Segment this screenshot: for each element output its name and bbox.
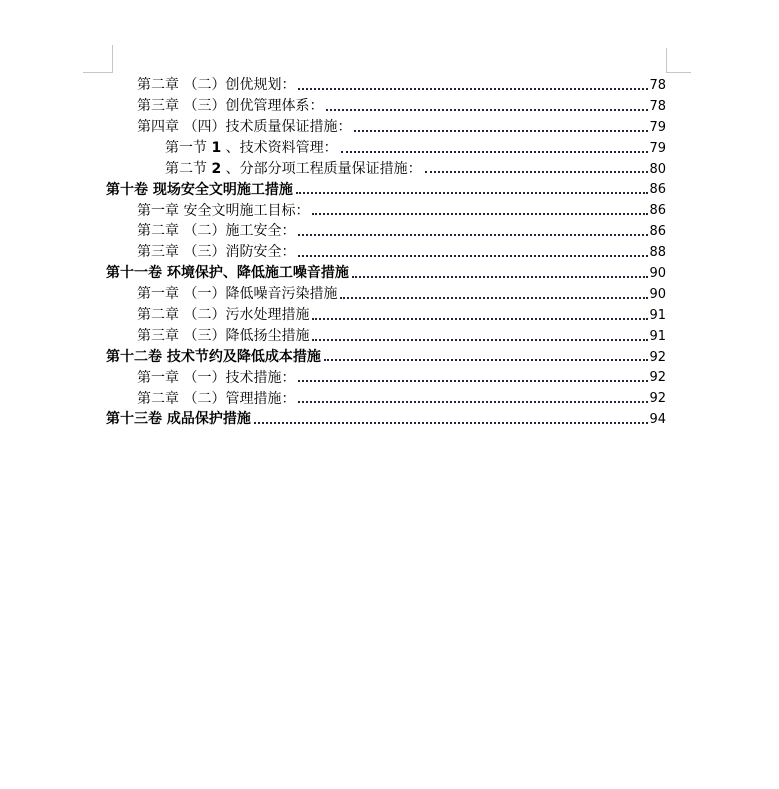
table-of-contents [106,73,666,428]
toc-entry-text [165,162,422,178]
toc-entry[interactable] [106,219,666,240]
toc-entry-page: 92 [649,370,666,386]
toc-entry[interactable] [106,282,666,303]
toc-entry-text [165,141,338,157]
crop-mark-top-right [666,48,691,73]
toc-entry-page: 79 [649,119,666,135]
toc-entry-page: 94 [649,412,666,428]
toc-entry-text: 第二章 （二）管理措施： [137,390,296,407]
toc-entry-text: 第一章 安全文明施工目标： [137,202,310,219]
dot-leader [354,130,648,132]
toc-entry-page: 88 [649,245,666,261]
toc-entry-page: 80 [649,161,666,177]
dot-leader [312,318,648,320]
toc-entry[interactable] [106,73,666,94]
toc-entry-page: 92 [649,391,666,407]
toc-entry-number: 1 [211,139,222,156]
toc-entry-text: 第二章 （二）污水处理措施 [137,307,310,324]
toc-entry[interactable] [106,115,666,136]
dot-leader [312,339,648,341]
dot-leader [341,151,649,153]
toc-entry-text: 第一章 （一）技术措施： [137,369,296,386]
toc-entry-page: 92 [649,349,666,365]
toc-entry[interactable] [106,324,666,345]
toc-entry-text: 第二章 （二）施工安全： [137,223,296,240]
toc-entry-text: 第十一卷 环境保护、降低施工噪音措施 [106,265,349,282]
toc-entry[interactable] [106,365,666,386]
toc-entry-page: 78 [649,77,666,93]
toc-entry[interactable] [106,94,666,115]
toc-entry-page: 90 [649,286,666,302]
dot-leader [296,192,649,194]
toc-entry-label: 第二节 [165,160,212,177]
toc-entry[interactable] [106,386,666,407]
toc-entry[interactable] [106,345,666,366]
toc-entry-page: 86 [649,182,666,198]
dot-leader [298,234,648,236]
toc-entry-title: 、技术资料管理： [221,139,338,156]
dot-leader [324,359,649,361]
toc-entry-page: 86 [649,224,666,240]
toc-entry-text: 第三章 （三）降低扬尘措施 [137,327,310,344]
toc-entry[interactable] [106,198,666,219]
dot-leader [352,276,649,278]
toc-entry[interactable] [106,407,666,428]
toc-entry[interactable] [106,261,666,282]
dot-leader [254,422,649,424]
toc-entry-text: 第三章 （三）消防安全： [137,244,296,261]
toc-entry-text: 第十卷 现场安全文明施工措施 [106,181,293,198]
toc-entry[interactable] [106,240,666,261]
toc-entry-text: 第十三卷 成品保护措施 [106,411,251,428]
dot-leader [425,171,649,173]
toc-entry-text: 第三章 （三）创优管理体系： [137,98,324,115]
dot-leader [312,213,648,215]
toc-entry-title: 、分部分项工程质量保证措施： [221,160,422,177]
dot-leader [298,401,648,403]
toc-entry-text: 第二章 （二）创优规划： [137,77,296,94]
toc-entry-page: 91 [649,307,666,323]
toc-entry-page: 90 [649,265,666,281]
toc-entry[interactable] [106,177,666,198]
toc-entry[interactable] [106,303,666,324]
dot-leader [326,109,648,111]
toc-entry-page: 78 [649,98,666,114]
toc-entry[interactable] [106,157,666,178]
toc-entry-page: 79 [649,140,666,156]
crop-mark-top-left [83,45,113,73]
dot-leader [298,88,648,90]
toc-entry[interactable] [106,136,666,157]
dot-leader [340,297,648,299]
toc-entry-text: 第十二卷 技术节约及降低成本措施 [106,348,321,365]
toc-entry-label: 第一节 [165,139,212,156]
toc-entry-number: 2 [211,160,222,177]
toc-entry-page: 86 [649,203,666,219]
toc-entry-page: 91 [649,328,666,344]
toc-entry-text: 第四章 （四）技术质量保证措施： [137,119,352,135]
toc-entry-text: 第一章 （一）降低噪音污染措施 [137,286,338,303]
dot-leader [298,380,648,382]
dot-leader [298,255,648,257]
